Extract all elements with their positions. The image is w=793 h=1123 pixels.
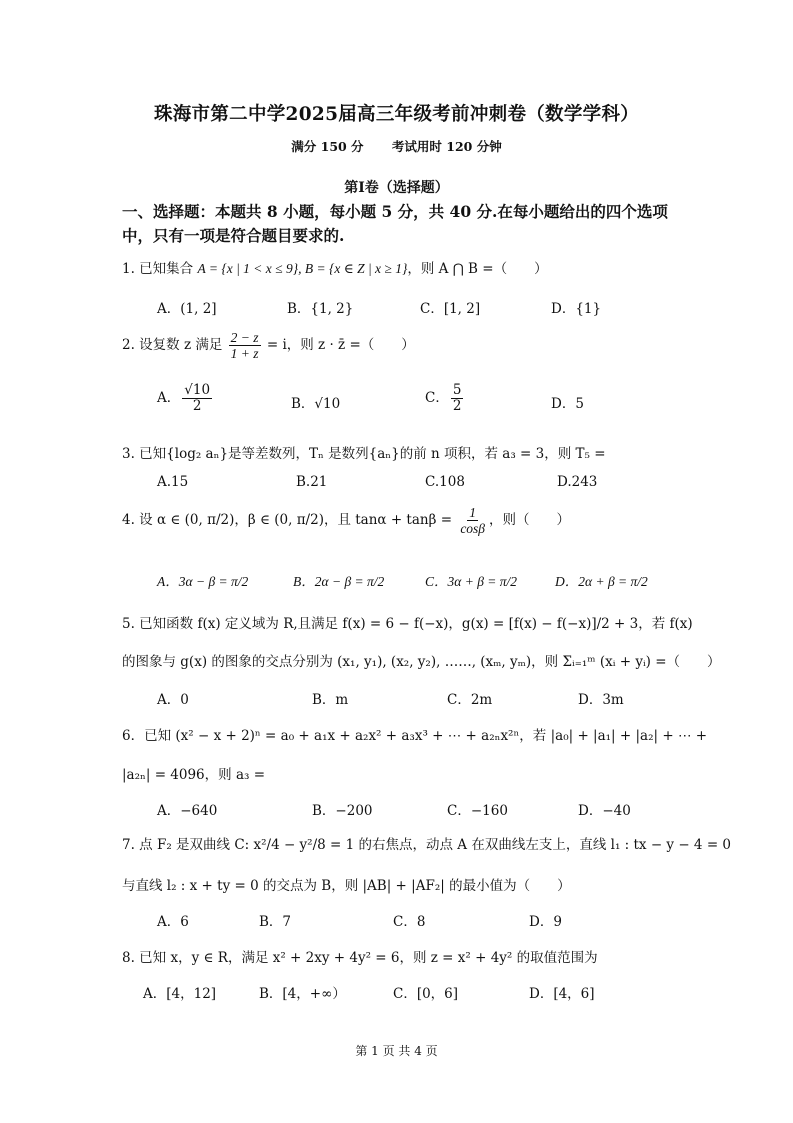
q8-option-b: B．[4，+∞） xyxy=(259,986,346,1002)
question-6-line-1: 6．已知 (x² − x + 2)ⁿ = a₀ + a₁x + a₂x² + a₃x³ + ⋯ + a₂ₙx²ⁿ，若 |a₀| + |a₁| + |a₂| + ⋯ + xyxy=(122,728,708,744)
q4-option-a: A．3α − β = π/2 xyxy=(157,574,249,589)
q1-option-b: B．{1, 2} xyxy=(287,301,354,317)
q6-option-c: C．−160 xyxy=(447,803,508,819)
q1-option-d: D．{1} xyxy=(551,301,602,317)
q2-option-d: D．5 xyxy=(551,396,584,412)
question-6-line-2: |a₂ₙ| = 4096，则 a₃ = xyxy=(122,767,266,783)
question-8: 8. 已知 x，y ∈ R，满足 x² + 2xy + 4y² = 6，则 z = x² + 4y² 的取值范围为 xyxy=(122,950,598,966)
section-intro: 一、选择题：本题共 8 小题，每小题 5 分，共 40 分.在每小题给出的四个选项中，只有一项是符合题目要求的. xyxy=(122,202,668,245)
q5-option-a: A．0 xyxy=(157,692,189,708)
exam-info xyxy=(0,137,793,155)
q2-option-b: B．√10 xyxy=(291,396,341,412)
full-score: 满分 150 分 xyxy=(291,139,364,154)
q1-option-a: A．(1, 2] xyxy=(157,301,217,317)
q6-option-b: B．−200 xyxy=(312,803,373,819)
q3-option-a: A.15 xyxy=(157,474,189,490)
question-7-line-2: 与直线 l₂ : x + ty = 0 的交点为 B，则 |AB| + |AF₂| 的最小值为（ ） xyxy=(122,878,571,894)
page-footer: 第 1 页 共 4 页 xyxy=(355,1044,438,1058)
question-4: 4. 设 α ∈ (0, π/2)，β ∈ (0, π/2)，且 tanα + tanβ = $\frac{1}{\cos\beta}$ ，则（ ） xyxy=(122,505,571,536)
question-1: 1. 已知集合 A = {x | 1 < x ≤ 9}, B = {x ∈ Z | x ≥ 1}，则 A ⋂ B =（ ） xyxy=(122,261,548,277)
exam-time: 考试用时 120 分钟 xyxy=(391,139,502,154)
q4-option-c: C．3α + β = π/2 xyxy=(425,574,518,589)
q7-option-c: C．8 xyxy=(393,914,426,930)
page-title: 珠海市第二中学2025届高三年级考前冲刺卷（数学学科） xyxy=(153,104,640,125)
q4-option-d: D．2α + β = π/2 xyxy=(555,574,648,589)
q8-option-d: D．[4，6] xyxy=(529,986,595,1002)
q2-option-c: C． $\frac{5}{2}$ xyxy=(425,382,462,414)
q5-option-b: B．m xyxy=(312,692,349,708)
q6-option-a: A．−640 xyxy=(157,803,218,819)
question-7-line-1: 7. 点 F₂ 是双曲线 C: x²/4 − y²/8 = 1 的右焦点，动点 A 在双曲线左支上，直线 l₁ : tx − y − 4 = 0 xyxy=(122,837,732,853)
question-5-line-1: 5. 已知函数 f(x) 定义域为 R,且满足 f(x) = 6 − f(−x)，g(x) = [f(x) − f(−x)]/2 + 3，若 f(x) xyxy=(122,616,693,632)
q2-option-a: A． $\frac{√10}{2}$ xyxy=(157,382,211,414)
q3-option-c: C.108 xyxy=(425,474,465,490)
question-2: 2. 设复数 z 满足 $\frac{2 - z}{1 + z}$ = i，则 z · z̄ =（ ） xyxy=(122,330,415,361)
q2-fraction: $\frac{2 - z}{1 + z}$ xyxy=(230,330,259,361)
q8-option-a: A．[4，12] xyxy=(143,986,217,1002)
q3-option-b: B.21 xyxy=(296,474,328,490)
question-5-line-2: 的图象与 g(x) 的图象的交点分别为 (x₁, y₁), (x₂, y₂), ……, (xₘ, yₘ)，则 Σᵢ₌₁ᵐ (xᵢ + yᵢ) =（ ） xyxy=(122,654,721,670)
q1-option-c: C．[1, 2] xyxy=(420,301,481,317)
question-3: 3. 已知{log₂ aₙ}是等差数列，Tₙ 是数列{aₙ}的前 n 项积，若 a₃ = 3，则 T₅ = xyxy=(122,446,606,462)
q6-option-d: D．−40 xyxy=(578,803,631,819)
volume-title: 第Ⅰ卷（选择题） xyxy=(344,180,449,196)
q4-fraction: $\frac{1}{\cos\beta}$ xyxy=(460,505,486,536)
q3-option-d: D.243 xyxy=(557,474,598,490)
q7-option-d: D．9 xyxy=(529,914,562,930)
q5-option-c: C．2m xyxy=(447,692,493,708)
q5-option-d: D．3m xyxy=(578,692,624,708)
q4-option-b: B．2α − β = π/2 xyxy=(293,574,385,589)
q7-option-a: A．6 xyxy=(157,914,189,930)
q7-option-b: B．7 xyxy=(259,914,292,930)
q8-option-c: C．[0，6] xyxy=(393,986,459,1002)
